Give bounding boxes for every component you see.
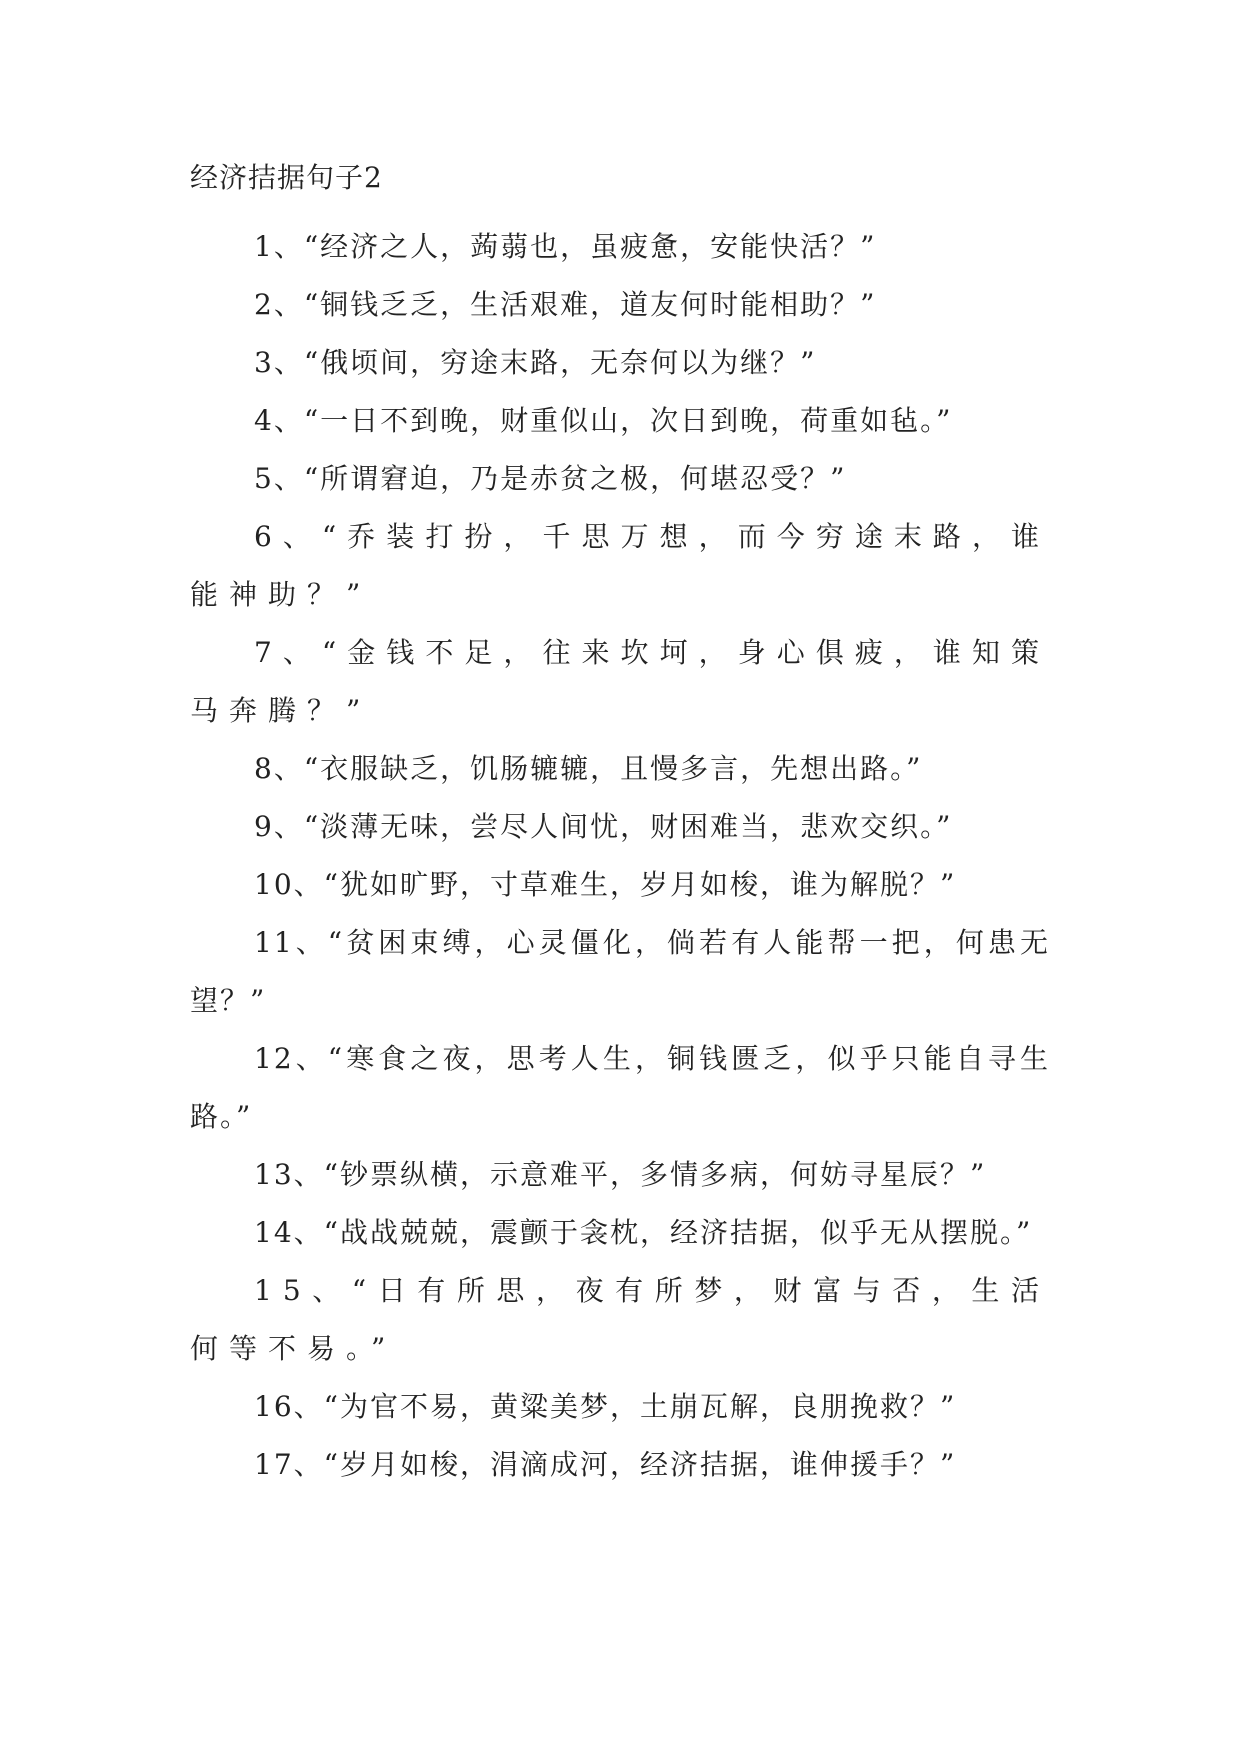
list-item: 6、“乔装打扮，千思万想，而今穷途末路，谁能神助？” <box>190 520 1050 611</box>
list-item: 7、“金钱不足，往来坎坷，身心俱疲，谁知策马奔腾？” <box>190 636 1050 727</box>
list-item: 16、“为官不易，黄粱美梦，土崩瓦解，良朋挽救？” <box>254 1390 957 1423</box>
sentence-list <box>190 218 1050 1494</box>
list-item: 11、“贫困束缚，心灵僵化，倘若有人能帮一把，何患无望？” <box>190 926 1050 1017</box>
list-item: 14、“战战兢兢，震颤于衾枕，经济拮据，似乎无从摆脱。” <box>254 1216 1033 1249</box>
list-item: 2、“铜钱乏乏，生活艰难，道友何时能相助？” <box>254 288 877 321</box>
list-item: 3、“俄顷间，穷途末路，无奈何以为继？” <box>254 346 817 379</box>
list-item: 5、“所谓窘迫，乃是赤贫之极，何堪忍受？” <box>254 462 847 495</box>
document-title: 经济拮据句子2 <box>190 161 383 194</box>
list-item: 15、“日有所思，夜有所梦，财富与否，生活何等不易。” <box>190 1274 1050 1365</box>
list-item: 4、“一日不到晚，财重似山，次日到晚，荷重如毡。” <box>254 404 953 437</box>
list-item: 1、“经济之人，蒟蒻也，虽疲惫，安能快活？” <box>254 230 877 263</box>
list-item: 8、“衣服缺乏，饥肠辘辘，且慢多言，先想出路。” <box>254 752 923 785</box>
list-item: 13、“钞票纵横，示意难平，多情多病，何妨寻星辰？” <box>254 1158 987 1191</box>
document-page <box>190 160 1050 1494</box>
list-item: 10、“犹如旷野，寸草难生，岁月如梭，谁为解脱？” <box>254 868 957 901</box>
list-item: 9、“淡薄无味，尝尽人间忧，财困难当，悲欢交织。” <box>254 810 953 843</box>
list-item: 17、“岁月如梭，涓滴成河，经济拮据，谁伸援手？” <box>254 1448 957 1481</box>
list-item: 12、“寒食之夜，思考人生，铜钱匮乏，似乎只能自寻生路。” <box>190 1042 1050 1133</box>
